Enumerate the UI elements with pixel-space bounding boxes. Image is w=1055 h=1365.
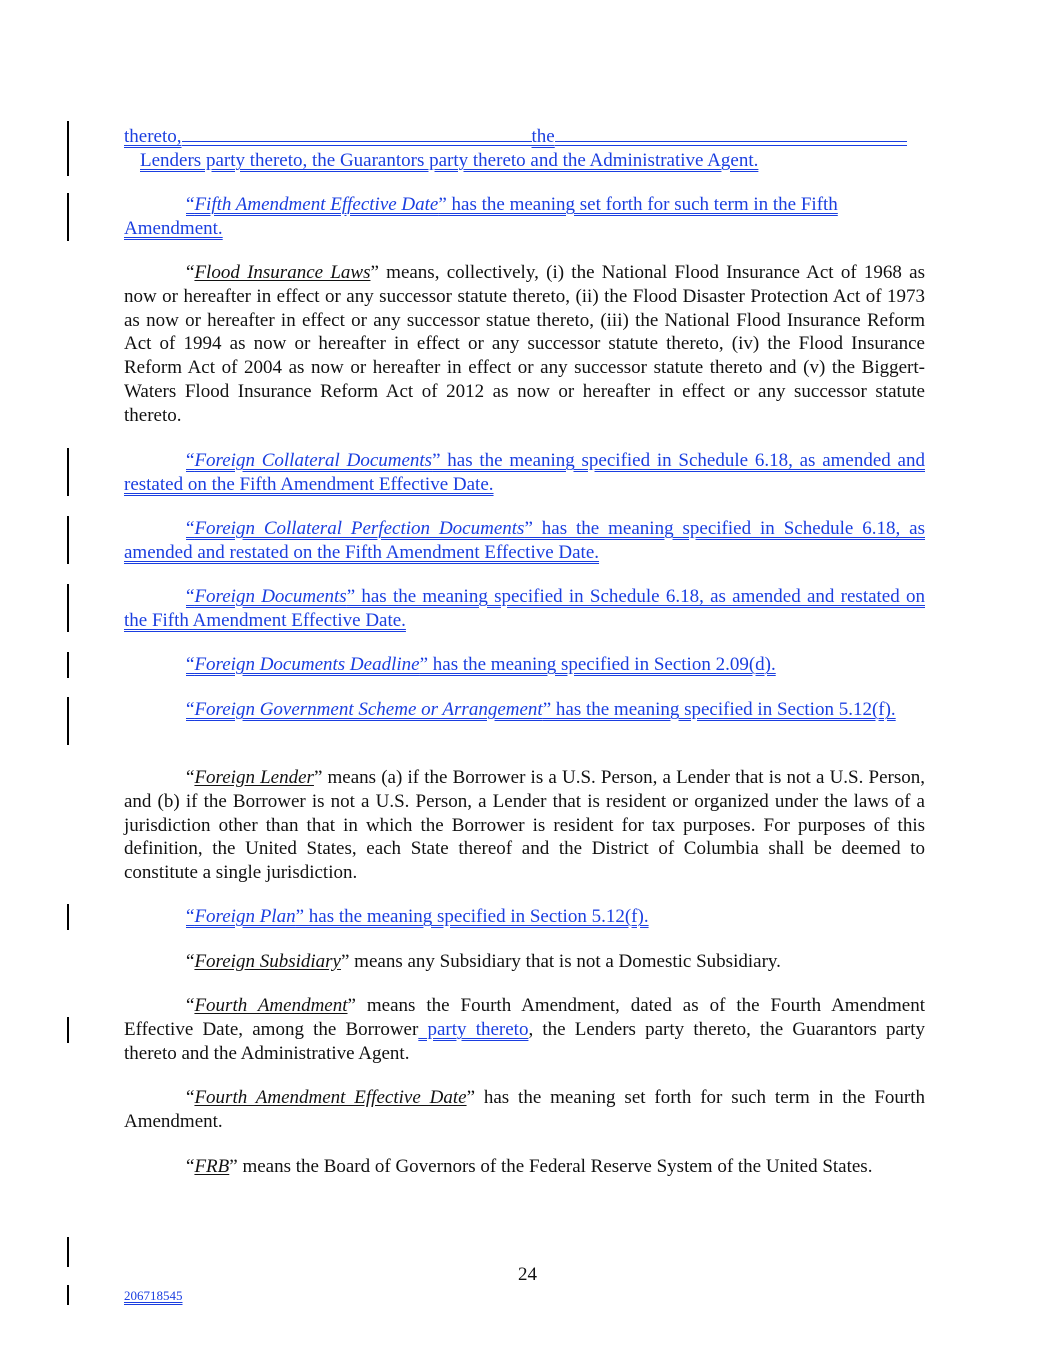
deleted-gap (182, 141, 532, 146)
definition-body: ” has the meaning specified in Schedule 6.18, as amended and restated on the Fifth Amendment Effective Date. (124, 586, 925, 631)
defined-term: Foreign Government Scheme or Arrangement (194, 699, 543, 720)
definition-body: ” has the meaning specified in Section 5.12(f). (295, 906, 649, 927)
definition-body: ” means the Board of Governors of the Federal Reserve System of the United States. (229, 1156, 873, 1177)
definition-foreign-subsidiary: “Foreign Subsidiary” means any Subsidiary that is not a Domestic Subsidiary. (186, 951, 781, 972)
continued-fragment (124, 125, 925, 173)
defined-term: Foreign Documents Deadline (194, 654, 420, 675)
change-bar (67, 584, 69, 632)
defined-term: FRB (194, 1156, 230, 1177)
change-bar (67, 652, 69, 678)
deleted-gap (555, 141, 907, 146)
definition-flood-insurance-laws: “Flood Insurance Laws” means, collectively, (i) the National Flood Insurance Act of 1968 as now or hereafter in effect or any successor statute thereto, (ii) the Flood Disaster Protection Act of 1973 as now or hereafter in effect or any successor statue thereto, (iii) the National Flood Insurance Reform Act of 1994 as now or hereafter in effect or any successor statute thereto, (iv) the Flood Insurance Reform Act of 2004 as now or hereafter in effect or any successor statute thereto and (v) the Biggert-Waters Flood Insurance Reform Act of 2012 as now or hereafter in effect or any successor statute thereto. (124, 262, 926, 426)
definition-body: ” has the meaning specified in Section 2.09(d). (419, 654, 776, 675)
fragment-word: the (531, 126, 555, 147)
definition-foreign-collateral-perfection-documents: “Foreign Collateral Perfection Documents” has the meaning specified in Schedule 6.18, as amended and restated on the Fifth Amendment Effective Date. (124, 518, 925, 563)
defined-term: Foreign Lender (194, 767, 314, 788)
defined-term: Foreign Subsidiary (194, 951, 341, 972)
definition-frb: “FRB” means the Board of Governors of the Federal Reserve System of the United States. (186, 1156, 873, 1177)
document-id: 206718545 (124, 1288, 183, 1303)
change-bar (67, 448, 69, 496)
defined-term: Fifth Amendment Effective Date (194, 194, 439, 215)
definition-body: ” means any Subsidiary that is not a Domestic Subsidiary. (340, 951, 781, 972)
definition-fourth-amendment-effective-date: “Fourth Amendment Effective Date” has the meaning set forth for such term in the Fourth Amendment. (124, 1087, 925, 1132)
fragment-word: thereto, (124, 126, 182, 147)
defined-term: Fourth Amendment Effective Date (194, 1087, 467, 1108)
fragment-line: Lenders party thereto, the Guarantors party thereto and the Administrative Agent. (140, 149, 759, 171)
change-bar (67, 516, 69, 564)
definition-body: ” has the meaning set forth for such term in the Fifth Amendment. (124, 194, 838, 239)
defined-term: Flood Insurance Laws (194, 262, 371, 283)
change-bar (67, 904, 69, 930)
definition-body: ” has the meaning set forth for such term in the Fourth Amendment. (124, 1087, 925, 1132)
definition-body: , the Lenders party thereto, the Guarantors party thereto and the Administrative Agent. (124, 1018, 926, 1064)
definition-body: ” has the meaning specified in Schedule 6.18, as amended and restated on the Fifth Amendment Effective Date. (124, 450, 925, 495)
change-bar (67, 193, 69, 241)
definition-body: ” means the Fourth Amendment, dated as of the Fourth Amendment Effective Date, among the Borrower (124, 995, 925, 1040)
defined-term: Foreign Documents (194, 586, 347, 607)
page-number: 24 (518, 1264, 537, 1285)
inserted-text: party thereto (418, 1018, 529, 1040)
defined-term: Foreign Collateral Documents (194, 450, 433, 471)
definition-foreign-plan: “Foreign Plan” has the meaning specified in Section 5.12(f). (186, 906, 649, 927)
defined-term: Fourth Amendment (194, 995, 348, 1016)
change-bar (67, 1237, 69, 1267)
definition-body: ” has the meaning specified in Schedule 6.18, as amended and restated on the Fifth Amendment Effective Date. (124, 518, 925, 563)
definition-body: ” has the meaning specified in Section 5.12(f). (542, 699, 896, 720)
defined-term: Foreign Collateral Perfection Documents (194, 518, 525, 539)
definition-body: ” means (a) if the Borrower is a U.S. Person, a Lender that is not a U.S. Person, and (b) if the Borrower is not a U.S. Person, a Lender that is resident or organized under the laws of a jurisdiction other than that in which the Borrower is resident for tax purposes. For purposes of this definition, the United States, each State thereof and the District of Columbia shall be deemed to constitute a single jurisdiction. (124, 767, 925, 884)
defined-term: Foreign Plan (194, 906, 296, 927)
definition-fifth-amendment-effective-date: “Fifth Amendment Effective Date” has the meaning set forth for such term in the Fifth Amendment. (124, 194, 838, 239)
change-bar (67, 1285, 69, 1305)
definition-body: ” means, collectively, (i) the National Flood Insurance Act of 1968 as now or hereafter in effect or any successor statute thereto, (ii) the Flood Disaster Protection Act of 1973 as now or hereafter in effect or any successor statue thereto, (iii) the National Flood Insurance Reform Act of 1994 as now or hereafter in effect or any successor statute thereto, (iv) the Flood Insurance Reform Act of 2004 as now or hereafter in effect or any successor statute thereto and (v) the Biggert-Waters Flood Insurance Reform Act of 2012 as now or hereafter in effect or any successor statute thereto. (124, 262, 926, 426)
definition-foreign-documents: “Foreign Documents” has the meaning specified in Schedule 6.18, as amended and restated on the Fifth Amendment Effective Date. (124, 586, 925, 631)
change-bar (67, 697, 69, 745)
definition-fourth-amendment: “Fourth Amendment” means the Fourth Amendment, dated as of the Fourth Amendment Effective Date, among the Borrower party thereto, the Lenders party thereto, the Guarantors party thereto and the Administrative Agent. (124, 995, 926, 1064)
definition-foreign-collateral-documents: “Foreign Collateral Documents” has the meaning specified in Schedule 6.18, as amended and restated on the Fifth Amendment Effective Date. (124, 450, 925, 495)
change-bar (67, 121, 69, 176)
definition-foreign-government-scheme: “Foreign Government Scheme or Arrangement” has the meaning specified in Section 5.12(f). (186, 699, 896, 720)
definition-foreign-documents-deadline: “Foreign Documents Deadline” has the meaning specified in Section 2.09(d). (186, 654, 776, 675)
definition-foreign-lender: “Foreign Lender” means (a) if the Borrower is a U.S. Person, a Lender that is not a U.S. Person, and (b) if the Borrower is not a U.S. Person, a Lender that is resident or organized under the laws of a jurisdiction other than that in which the Borrower is resident for tax purposes. For purposes of this definition, the United States, each State thereof and the District of Columbia shall be deemed to constitute a single jurisdiction. (124, 767, 925, 884)
change-bar (67, 1017, 69, 1043)
